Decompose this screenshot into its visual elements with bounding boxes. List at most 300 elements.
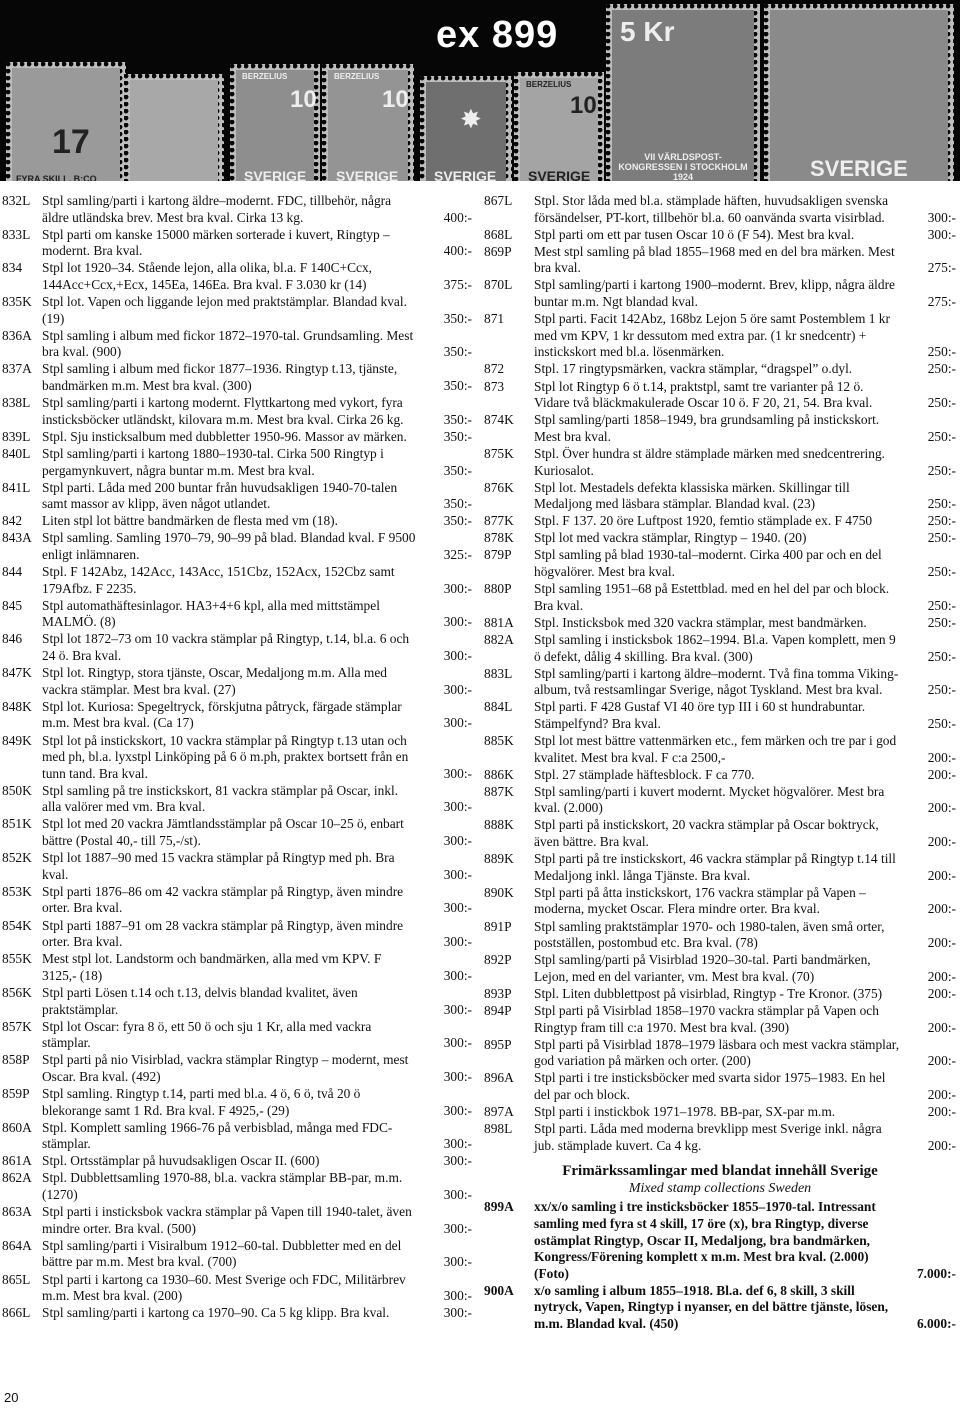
lot-number: 844: [2, 564, 23, 580]
lot-price: 350:-: [443, 310, 472, 326]
lot-entry: [484, 615, 956, 632]
lot-number: 859P: [2, 1085, 30, 1101]
lot-entry: [484, 851, 956, 884]
lot-description: Stpl parti. F 428 Gustaf VI 40 öre typ III i 60 st hundrabuntar. Stämpelfynd? Bra kval.: [534, 699, 866, 731]
lot-number: 896A: [484, 1070, 514, 1086]
lot-description: Stpl samling. Ringtyp t.14, parti med bl.a. 4 ö, 6 ö, två 20 ö blekorange samt 1 Rd. Bra kval. F 4925,- (29): [42, 1085, 361, 1118]
lot-entry: [2, 1238, 472, 1271]
lot-entry: [484, 1003, 956, 1036]
lot-price: 200:-: [927, 749, 956, 765]
lot-price: 250:-: [927, 496, 956, 512]
lot-number: 877K: [484, 513, 514, 529]
lot-entry: [2, 850, 472, 883]
stamp-caption: SVERIGE: [336, 168, 399, 181]
right-column: [484, 193, 956, 1333]
lot-number: 840L: [2, 445, 31, 461]
lot-description: Stpl. F 137. 20 öre Luftpost 1920, femtio stämplade ex. F 4750: [534, 513, 873, 529]
lot-description: Stpl samling/parti i kartong 1880–1930-tal. Cirka 500 Ringtyp i pergamynkuvert, några buntar m.m. Mest bra kval.: [42, 445, 384, 478]
lot-description: Stpl parti i kartong ca 1930–60. Mest Sverige och FDC, Militärbrev m.m. Mest bra kval. (200): [42, 1271, 406, 1304]
lot-entry: [484, 480, 956, 513]
lot-price: 200:-: [927, 935, 956, 951]
lot-entry: [2, 1086, 472, 1119]
lot-description: Stpl. Insticksbok med 320 vackra stämplar, mest bandmärken.: [534, 614, 867, 630]
lot-entry: [2, 985, 472, 1018]
lot-number: 843A: [2, 530, 32, 546]
lot-description: Stpl samling/parti i kuvert modernt. Mycket högvalörer. Mest bra kval. (2.000): [534, 783, 885, 816]
lot-price: 250:-: [927, 513, 956, 529]
lot-entry: [2, 1170, 472, 1203]
lot-number: 863A: [2, 1204, 32, 1220]
lot-entry: [484, 1283, 956, 1333]
lot-number: 860A: [2, 1119, 32, 1135]
lot-entry: [484, 733, 956, 766]
lot-entry: [484, 412, 956, 445]
lot-number: 871: [484, 311, 505, 327]
lot-description: Stpl parti på Visirblad 1878–1979 läsbara och mest vackra stämplar, god variation på märken och orter. (200): [534, 1036, 900, 1069]
lot-entry: [2, 530, 472, 563]
lot-description: Stpl parti 1887–91 om 28 vackra stämplar på Ringtyp, även mindre orter. Bra kval.: [42, 917, 404, 950]
lot-description: Stpl lot på instickskort, 10 vackra stämplar på Ringtyp t.13 utan och med ph, bl.a. lyxstpl Linköping på 6 ö m.ph, praktex bortsett från en tunn tand. Bra kval.: [42, 732, 409, 781]
lot-price: 300:-: [443, 1153, 472, 1169]
lot-number: 837A: [2, 361, 32, 377]
lot-price: 300:-: [443, 681, 472, 697]
stamp-caption: VII VÄRLDSPOST-KONGRESSEN I STOCKHOLM 1924: [618, 152, 748, 181]
lot-price: 250:-: [927, 648, 956, 664]
lot-description: Stpl samling/parti i kartong äldre–modernt. Två fina tomma Viking-album, två restsamlingar Sverige, något Tyskland. Mest bra kval.: [534, 665, 899, 698]
lot-price: 200:-: [927, 968, 956, 984]
lot-number: 850K: [2, 782, 32, 798]
lot-entry: [2, 513, 472, 530]
lot-price: 6.000:-: [916, 1316, 956, 1331]
lot-description: Stpl samling på blad 1930-tal–modernt. Cirka 400 par och en del högvalörer. Mest bra kval.: [534, 547, 882, 580]
lot-entry: [2, 480, 472, 513]
lot-price: 300:-: [927, 209, 956, 225]
lot-entry: [484, 379, 956, 412]
section-subtitle: Mixed stamp collections Sweden: [628, 1181, 812, 1197]
lot-price: 350:-: [443, 496, 472, 512]
lot-price: 300:-: [443, 799, 472, 815]
lot-entry: [2, 227, 472, 260]
lot-price: 200:-: [927, 766, 956, 782]
lot-entry: [484, 1037, 956, 1070]
lot-description: Stpl samling/parti i kartong 1900–modernt. Brev, klipp, några äldre buntar m.m. Ngt blandad kval.: [534, 277, 895, 310]
lot-number: 893P: [484, 985, 512, 1001]
lot-price: 275:-: [927, 294, 956, 310]
lot-price: 250:-: [927, 428, 956, 444]
lot-price: 200:-: [927, 901, 956, 917]
lot-description: Stpl lot 1872–73 om 10 vackra stämplar på Ringtyp, t.14, bl.a. 6 och 24 ö. Bra kval.: [42, 631, 410, 664]
lot-price: 300:-: [443, 1305, 472, 1321]
lot-price: 300:-: [443, 580, 472, 596]
lot-price: 250:-: [927, 597, 956, 613]
lot-number: 900A: [484, 1282, 514, 1298]
lot-number: 847K: [2, 665, 32, 681]
lot-number: 839L: [2, 428, 31, 444]
lot-description: Stpl lot. Kuriosa: Spegeltryck, förskjutna påtryck, färgade stämplar m.m. Mest bra kval. (Ca 17): [42, 698, 402, 731]
lot-description: Stpl samling i album med fickor 1877–1936. Ringtyp t.13, tjänste, bandmärken m.m. Mest bra kval. (300): [42, 361, 398, 394]
lot-number: 892P: [484, 952, 512, 968]
lot-number: 856K: [2, 984, 32, 1000]
lot-price: 350:-: [443, 513, 472, 529]
lot-number: 879P: [484, 547, 512, 563]
lot-description: Stpl samling/parti 1858–1949, bra grundsamling på instickskort. Mest bra kval.: [534, 412, 880, 444]
lot-number: 846: [2, 631, 23, 647]
stamp-image: [230, 64, 320, 181]
lot-entry: [484, 446, 956, 479]
lot-price: 275:-: [927, 260, 956, 276]
stamp-value: 10: [570, 92, 597, 119]
lot-entry: [484, 767, 956, 784]
lot-description: Stpl samling på tre instickskort, 81 vackra stämplar på Oscar, inkl. alla valörer med vm. Bra kval.: [42, 782, 399, 815]
lot-number: 872: [484, 361, 505, 377]
page-number: 20: [4, 1390, 19, 1405]
lot-entry: [2, 951, 472, 984]
lot-entry: [2, 1052, 472, 1085]
lot-entry: [2, 1305, 472, 1322]
lot-price: 325:-: [443, 546, 472, 562]
lot-number: 862A: [2, 1170, 32, 1186]
lot-price: 300:-: [443, 1288, 472, 1304]
lot-price: 400:-: [443, 209, 472, 225]
lot-price: 350:-: [443, 378, 472, 394]
lot-description: Stpl parti i instickbok 1971–1978. BB-par, SX-par m.m.: [534, 1104, 836, 1120]
star-icon: ✸: [460, 104, 482, 134]
lot-number: 853K: [2, 883, 32, 899]
lot-number: 849K: [2, 732, 32, 748]
lot-number: 885K: [484, 733, 514, 748]
lot-entry: [484, 1121, 956, 1154]
stamp-value: 17: [52, 123, 90, 161]
lot-number: 880P: [484, 581, 512, 597]
left-column: [2, 193, 472, 1322]
lot-entry: [2, 733, 472, 783]
lot-description: Stpl lot Oscar: fyra 8 ö, ett 50 ö och sju 1 Kr, alla med vackra stämplar.: [42, 1018, 372, 1051]
lot-description: Stpl parti om ett par tusen Oscar 10 ö (F 54). Mest bra kval.: [534, 226, 855, 242]
lot-entry: [2, 564, 472, 597]
lot-price: 7.000:-: [916, 1265, 956, 1281]
lot-entry: [2, 884, 472, 917]
lot-price: 200:-: [927, 867, 956, 883]
lot-number: 882A: [484, 631, 514, 647]
lot-number: 878K: [484, 530, 514, 546]
lot-price: 250:-: [927, 715, 956, 731]
lot-description: Mest stpl lot. Landstorm och bandmärken, alla med vm KPV. F 3125,- (18): [42, 951, 382, 983]
stamp-image: [606, 4, 760, 181]
lot-price: 250:-: [927, 395, 956, 411]
lot-description: Stpl samling. Samling 1970–79, 90–99 på blad. Blandad kval. F 9500 enligt inlämnaren.: [42, 530, 416, 562]
section-title: Frimärkssamlingar med blandat innehåll Sverige: [562, 1163, 878, 1180]
lot-price: 300:-: [443, 1254, 472, 1270]
lot-number: 852K: [2, 850, 32, 866]
stamp-caption: SVERIGE: [244, 168, 307, 181]
lot-description: Stpl parti. Låda med 200 buntar från huvudsakligen 1940-70-talen samt massor av klipp, även något utlandet.: [42, 479, 398, 512]
lot-description: Stpl parti i tre insticksböcker med svarta sidor 1975–1983. En hel del par och block.: [534, 1070, 886, 1102]
lot-entry: [2, 193, 472, 226]
lot-price: 300:-: [443, 1136, 472, 1152]
lot-number: 897A: [484, 1104, 514, 1120]
section-lot-list: [484, 1199, 956, 1332]
lot-price: 300:-: [443, 833, 472, 849]
lot-price: 350:-: [443, 462, 472, 478]
lot-price: 250:-: [927, 564, 956, 580]
stamp-photo-banner: [0, 0, 960, 181]
lot-number: 875K: [484, 445, 514, 461]
lot-entry: [2, 294, 472, 327]
lot-description: Stpl. Dubblettsamling 1970-88, bl.a. vackra stämplar BB-par, m.m. (1270): [42, 1170, 403, 1203]
lot-entry: [484, 919, 956, 952]
lot-entry: [2, 361, 472, 394]
lot-description: Stpl parti på instickskort, 20 vackra stämplar på Oscar boktryck, även bättre. Bra kval.: [534, 817, 879, 850]
lot-number: 848K: [2, 698, 32, 714]
lot-entry: [2, 1120, 472, 1153]
lot-price: 200:-: [927, 985, 956, 1001]
lot-number: 894P: [484, 1003, 512, 1018]
stamp-image: [420, 76, 512, 181]
lot-number: 890K: [484, 884, 514, 900]
lot-price: 300:-: [443, 648, 472, 664]
lot-number: 834: [2, 260, 23, 276]
lot-description: Mest stpl samling på blad 1855–1968 med en del bra märken. Mest bra kval.: [534, 243, 895, 276]
lot-entry: [484, 547, 956, 580]
lot-price: 400:-: [443, 243, 472, 259]
lot-entry: [484, 986, 956, 1003]
lot-number: 845: [2, 597, 23, 613]
lot-number: 886K: [484, 766, 514, 782]
lot-entry: [484, 666, 956, 699]
lot-entry: [2, 783, 472, 816]
lot-description: Stpl parti om kanske 15000 märken sorterade i kuvert, Ringtyp – modernt. Bra kval.: [42, 226, 390, 259]
lot-price: 300:-: [443, 934, 472, 950]
stamp-caption: SVERIGE: [810, 156, 908, 181]
lot-description: Stpl lot. Mestadels defekta klassiska märken. Skillingar till Medaljong med läsbara stämplar. Blandad kval. (23): [534, 479, 850, 512]
lot-price: 350:-: [443, 428, 472, 444]
lot-description: Liten stpl lot bättre bandmärken de flesta med vm (18).: [42, 513, 338, 529]
lot-number: 874K: [484, 412, 514, 428]
lot-description: Stpl samling/parti i kartong ca 1970–90. Ca 5 kg klipp. Bra kval.: [42, 1305, 390, 1321]
lot-description: Stpl. Över hundra st äldre stämplade märken med snedcentrering. Kuriosalot.: [534, 445, 886, 478]
lot-entry: [2, 816, 472, 849]
lot-description: Stpl lot Ringtyp 6 ö t.14, praktstpl, samt tre varianter på 12 ö. Vidare två bläckmakulerade Oscar 10 ö. F 20, 21, 54. Bra kval.: [534, 378, 873, 411]
lot-entry: [484, 530, 956, 547]
lot-entry: [2, 665, 472, 698]
lot-number: 899A: [484, 1199, 514, 1215]
lot-entry: [2, 1204, 472, 1237]
lot-entry: [2, 429, 472, 446]
lot-number: 842: [2, 513, 23, 529]
lot-entry: [2, 598, 472, 631]
lot-description: Stpl. F 142Abz, 142Acc, 143Acc, 151Cbz, 152Acx, 152Cbz samt 179Afbz. F 2235.: [42, 564, 395, 596]
lot-entry: [484, 227, 956, 244]
stamp-image: [124, 74, 224, 181]
lot-price: 300:-: [443, 1068, 472, 1084]
lot-price: 250:-: [927, 462, 956, 478]
lot-number: 883L: [484, 665, 513, 681]
lot-number: 864A: [2, 1237, 32, 1253]
lot-number: 832L: [2, 193, 31, 208]
lot-price: 200:-: [927, 1104, 956, 1120]
lot-entry: [484, 632, 956, 665]
lot-entry: [484, 361, 956, 378]
lot-number: 884L: [484, 699, 513, 715]
lot-description: Stpl parti. Låda med moderna brevklipp mest Sverige inkl. några jub. stämplade kuvert. Ca 4 kg.: [534, 1121, 882, 1153]
lot-description: Stpl. 17 ringtypsmärken, vackra stämplar, “dragspel” o.dyl.: [534, 361, 853, 377]
lot-description: Stpl samling/parti på Visirblad 1920–30-tal. Parti bandmärken, Lejon, med en del varianter, vm. Mest bra kval. (70): [534, 952, 871, 984]
lot-entry: [484, 699, 956, 732]
lot-entry: [484, 885, 956, 918]
lot-description: Stpl lot 1920–34. Stående lejon, alla olika, bl.a. F 140C+Ccx, 144Acc+Ccx,+Ecx, 145Ea, 146Ea. Bra kval. F 3.030 kr (14): [42, 260, 373, 292]
lot-number: 841L: [2, 479, 31, 495]
lot-number: 861A: [2, 1153, 32, 1169]
lot-entry: [484, 581, 956, 614]
stamp-caption: FYRA SKILL. B:CO: [16, 174, 97, 181]
lot-description: Stpl lot. Ringtyp, stora tjänste, Oscar, Medaljong m.m. Alla med vackra stämplar. Mest bra kval. (27): [42, 665, 387, 697]
lot-number: 895P: [484, 1036, 512, 1052]
stamp-caption: SVERIGE: [434, 168, 497, 181]
lot-entry: [484, 784, 956, 817]
lot-price: 300:-: [443, 715, 472, 731]
lot-number: 865L: [2, 1271, 31, 1287]
lot-entry: [2, 918, 472, 951]
stamp-top-caption: BERZELIUS: [242, 72, 288, 81]
lot-entry: [2, 1272, 472, 1305]
lot-description: Stpl. Sju insticksalbum med dubbletter 1950-96. Massor av märken.: [42, 428, 407, 444]
lot-price: 200:-: [927, 1137, 956, 1153]
lot-description: Stpl samling i album med fickor 1872–1970-tal. Grundsamling. Mest bra kval. (900): [42, 327, 414, 360]
lot-description: Stpl lot med vackra stämplar, Ringtyp – 1940. (20): [534, 530, 807, 546]
lot-number: 868L: [484, 226, 513, 242]
lot-entry: [2, 395, 472, 428]
lot-description: Stpl parti Lösen t.14 och t.13, delvis blandad kvalitet, även praktstämplar.: [42, 984, 358, 1017]
right-lot-list: [484, 193, 956, 1154]
lot-number: 854K: [2, 917, 32, 933]
lot-number: 867L: [484, 193, 513, 208]
lot-price: 300:-: [443, 866, 472, 882]
stamp-top-caption: BERZELIUS: [334, 72, 380, 81]
lot-number: 891P: [484, 918, 512, 934]
lot-description: x/o samling i album 1855–1918. Bl.a. def 6, 8 skill, 3 skill nytryck, Vapen, Ringtyp i nyanser, en del bättre tjänste, lösen, m.m. Blandad kval. (450): [534, 1282, 889, 1331]
stamp-value: 10: [382, 86, 409, 113]
lot-price: 200:-: [927, 834, 956, 850]
stamp-image: [322, 64, 414, 181]
lot-description: xx/x/o samling i tre insticksböcker 1855–1970-tal. Intressant samling med fyra st 4 skill, 17 öre (x), bra Ringtyp, diverse ostämplat Ringtyp, Oscar II, Medaljong, bra bandmärken, Kongress/Förening komplett x m.m. Mest bra kval. (2.000) (Foto): [534, 1199, 876, 1281]
lot-price: 300:-: [443, 614, 472, 630]
lot-price: 300:-: [443, 1102, 472, 1118]
lot-description: Stpl samling/parti i Visiralbum 1912–60-tal. Dubbletter med en del bättre par m.m. Mest bra kval. (700): [42, 1237, 402, 1270]
lot-number: 866L: [2, 1305, 31, 1321]
lot-entry: [2, 446, 472, 479]
lot-number: 838L: [2, 395, 31, 411]
lot-description: Stpl lot med 20 vackra Jämtlandsstämplar på Oscar 10–25 ö, enbart bättre (Postal 40,- till 75,-/st).: [42, 816, 404, 849]
banner-label: ex 899: [436, 14, 559, 56]
lot-number: 870L: [484, 277, 513, 293]
lot-price: 250:-: [927, 682, 956, 698]
lot-price: 300:-: [443, 765, 472, 781]
lot-description: Stpl. 27 stämplade häftesblock. F ca 770.: [534, 766, 755, 782]
lot-entry: [484, 952, 956, 985]
lot-price: 250:-: [927, 614, 956, 630]
lot-price: 350:-: [443, 344, 472, 360]
lot-entry: [484, 1199, 956, 1282]
lot-description: Stpl parti på Visirblad 1858–1970 vackra stämplar på Vapen och Ringtyp fram till c:a 1970. Mest bra kval. (390): [534, 1003, 879, 1035]
lot-number: 873: [484, 378, 505, 394]
lot-description: Stpl parti på tre instickskort, 46 vackra stämplar på Ringtyp t.14 till Medaljong inkl. långa Tjänste. Bra kval.: [534, 851, 896, 883]
lot-price: 300:-: [443, 1035, 472, 1051]
stamp-top-caption: BERZELIUS: [526, 80, 572, 89]
lot-description: Stpl. Stor låda med bl.a. stämplade häften, huvudsakligen svenska försändelser, PT-kort, tillbehör bl.a. 60 oanvända svarta visirblad.: [534, 193, 889, 225]
lot-description: Stpl lot mest bättre vattenmärken etc., fem märken och tre par i god kvalitet. Mest bra kval. F c:a 2500,-: [534, 733, 897, 765]
lot-number: 858P: [2, 1052, 30, 1068]
stamp-caption: SVERIGE: [528, 168, 591, 181]
lot-entry: [484, 817, 956, 850]
lot-entry: [484, 244, 956, 277]
lot-price: 300:-: [443, 967, 472, 983]
lot-description: Stpl samling/parti i kartong äldre–modernt. FDC, tillbehör, några äldre utländska brev. Mest bra kval. Cirka 13 kg.: [42, 193, 392, 225]
lot-entry: [2, 1019, 472, 1052]
lot-entry: [2, 260, 472, 293]
lot-price: 200:-: [927, 1086, 956, 1102]
lot-price: 375:-: [443, 276, 472, 292]
lot-price: 200:-: [927, 800, 956, 816]
lot-number: 876K: [484, 479, 514, 495]
lot-entry: [484, 193, 956, 226]
lot-description: Stpl samling praktstämplar 1970- och 1980-talen, även små orter, postställen, postombud etc. Bra kval. (78): [534, 918, 885, 951]
lot-description: Stpl automathäftesinlagor. HA3+4+6 kpl, alla med mittstämpel MALMÖ. (8): [42, 597, 380, 630]
lot-number: 851K: [2, 816, 32, 832]
lot-number: 881A: [484, 614, 514, 630]
lot-price: 200:-: [927, 1053, 956, 1069]
lot-price: 250:-: [927, 361, 956, 377]
lot-description: Stpl samling i insticksbok 1862–1994. Bl.a. Vapen komplett, men 9 ö defekt, dålig 4 skilling. Bra kval. (300): [534, 631, 896, 664]
lot-description: Stpl samling/parti i kartong modernt. Flyttkartong med vykort, fyra insticksböcker utländskt, kilovara m.m. Mest bra kval. Cirka 26 kg.: [42, 395, 404, 427]
lot-description: Stpl parti på nio Visirblad, vackra stämplar Ringtyp – modernt, mest Oscar. Bra kval. (492): [42, 1052, 409, 1084]
lot-number: 887K: [484, 783, 514, 799]
stamp-image: [764, 4, 954, 181]
lot-price: 300:-: [443, 1220, 472, 1236]
lot-entry: [484, 277, 956, 310]
lot-number: 833L: [2, 226, 31, 242]
lot-entry: [2, 699, 472, 732]
lot-price: 300:-: [443, 900, 472, 916]
lot-price: 250:-: [927, 344, 956, 360]
lot-number: 898L: [484, 1121, 513, 1137]
lot-price: 300:-: [927, 226, 956, 242]
lot-description: Stpl parti på åtta instickskort, 176 vackra stämplar på Vapen – moderna, mycket Oscar. Flera mindre orter. Bra kval.: [534, 884, 866, 917]
lot-description: Stpl samling 1951–68 på Estettblad. med en hel del par och block. Bra kval.: [534, 581, 890, 613]
lot-entry: [484, 1070, 956, 1103]
lot-price: 200:-: [927, 1019, 956, 1035]
lot-description: Stpl lot 1887–90 med 15 vackra stämplar på Ringtyp med ph. Bra kval.: [42, 850, 395, 882]
lot-number: 857K: [2, 1018, 32, 1034]
lot-number: 836A: [2, 327, 32, 343]
lot-price: 300:-: [443, 1001, 472, 1017]
lot-description: Stpl parti 1876–86 om 42 vackra stämplar på Ringtyp, även mindre orter. Bra kval.: [42, 883, 404, 916]
lot-entry: [2, 1153, 472, 1170]
lot-description: Stpl lot. Vapen och liggande lejon med praktstämplar. Blandad kval. (19): [42, 294, 407, 326]
lot-entry: [484, 1104, 956, 1121]
lot-price: 300:-: [443, 1187, 472, 1203]
lot-entry: [2, 631, 472, 664]
lot-number: 835K: [2, 294, 32, 310]
lot-description: Stpl. Ortsstämplar på huvudsakligen Oscar II. (600): [42, 1153, 320, 1169]
stamp-image: [6, 62, 126, 181]
lot-description: Stpl parti i insticksbok vackra stämplar på Vapen till 1940-talet, även mindre orter. Bra kval. (500): [42, 1204, 412, 1236]
stamp-value: 5 Kr: [620, 16, 675, 47]
lot-number: 869P: [484, 243, 512, 259]
lot-description: Stpl parti. Facit 142Abz, 168bz Lejon 5 öre samt Postemblem 1 kr med vm KPV, 1 kr dessutom med extra par. (1 kr snedcentr) + instickskort med bl.a. lösenmärken.: [534, 311, 890, 360]
lot-description: Stpl. Liten dubblettpost på visirblad, Ringtyp - Tre Kronor. (375): [534, 985, 883, 1001]
lot-price: 350:-: [443, 411, 472, 427]
lot-price: 250:-: [927, 530, 956, 546]
